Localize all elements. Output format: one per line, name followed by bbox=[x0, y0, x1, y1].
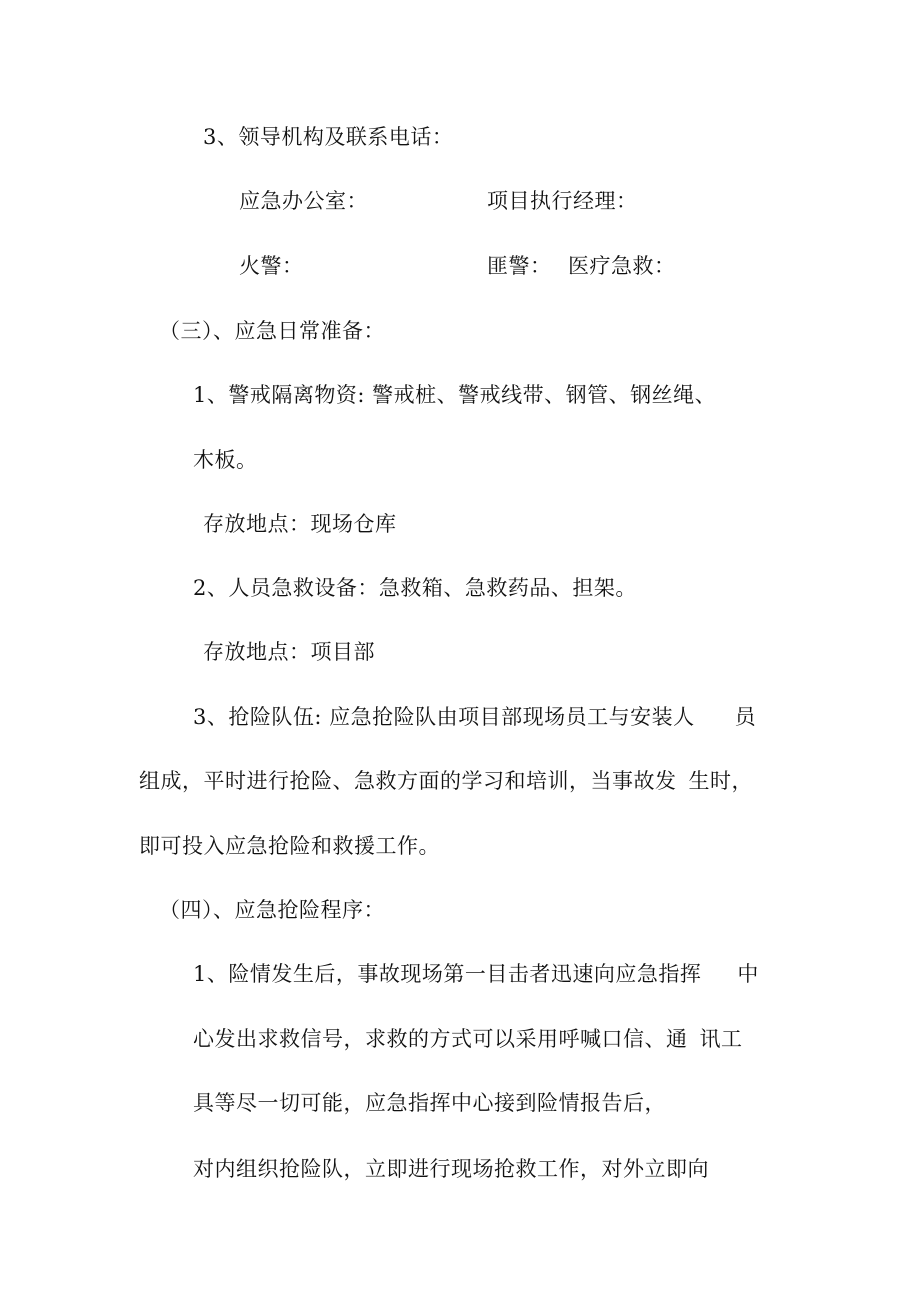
daily-prep-heading: （三）、应急日常准备： bbox=[159, 319, 385, 343]
prep-item3-line2 bbox=[139, 768, 753, 794]
prep-item1-storage: 存放地点：现场仓库 bbox=[203, 512, 397, 536]
procedure-item1-line1 bbox=[193, 961, 759, 987]
prep-item3-line1 bbox=[193, 704, 756, 730]
prep-item1-line1: 1、警戒隔离物资: 警戒桩、警戒线带、钢管、钢丝绳、 bbox=[193, 383, 717, 407]
procedure-item1-line2-b: 讯工 bbox=[699, 1027, 743, 1051]
procedure-item1-line1-a: 1、险情发生后，事故现场第一目击者迅速向应急指挥 bbox=[193, 962, 702, 986]
procedure-item1-line2 bbox=[193, 1026, 743, 1052]
prep-item2-storage: 存放地点：项目部 bbox=[203, 640, 375, 664]
police-label: 匪警： bbox=[487, 254, 552, 278]
prep-item3-line3: 即可投入应急抢险和救援工作。 bbox=[139, 834, 440, 858]
contacts-heading: 3、领导机构及联系电话： bbox=[203, 125, 454, 149]
prep-item3-line1-a: 3、抢险队伍: 应急抢险队由项目部现场员工与安装人 bbox=[193, 705, 695, 729]
procedure-item1-line2-a: 心发出求救信号，求救的方式可以采用呼喊口信、通 bbox=[193, 1027, 688, 1051]
procedure-item1-line3: 具等尽一切可能，应急指挥中心接到险情报告后， bbox=[193, 1091, 666, 1115]
prep-item1-line2: 木板。 bbox=[193, 448, 258, 472]
procedure-heading: （四）、应急抢险程序： bbox=[159, 898, 385, 922]
manager-label: 项目执行经理： bbox=[487, 189, 638, 213]
office-label: 应急办公室： bbox=[239, 189, 368, 213]
prep-item3-line2-a: 组成，平时进行抢险、急救方面的学习和培训，当事故发 bbox=[139, 769, 677, 793]
fire-label: 火警： bbox=[239, 254, 304, 278]
medical-label: 医疗急救： bbox=[568, 254, 676, 278]
prep-item3-line2-b: 生时， bbox=[688, 769, 753, 793]
prep-item3-line1-b: 员 bbox=[734, 705, 757, 729]
procedure-item1-line1-b: 中 bbox=[737, 962, 759, 986]
procedure-item1-line4: 对内组织抢险队，立即进行现场抢救工作，对外立即向 bbox=[193, 1157, 709, 1181]
prep-item2: 2、人员急救设备：急救箱、急救药品、担架。 bbox=[193, 576, 637, 600]
